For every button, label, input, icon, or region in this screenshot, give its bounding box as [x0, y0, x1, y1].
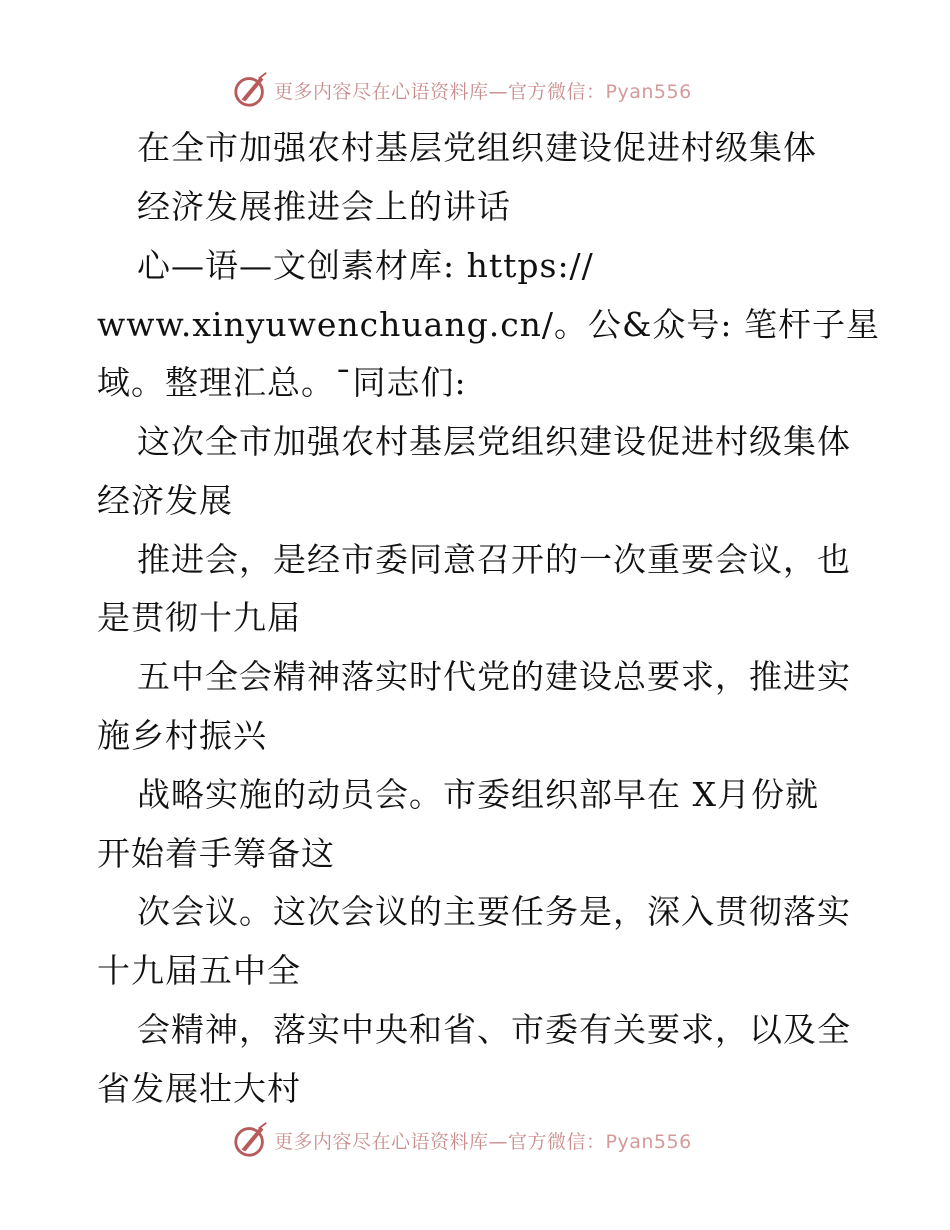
source-line-1: 心—语—文创素材库: https:// [137, 246, 594, 285]
banner-text: 更多内容尽在心语资料库—官方微信：Pyan556 [274, 80, 692, 103]
banner-text: 更多内容尽在心语资料库—官方微信：Pyan556 [274, 1130, 692, 1153]
body-line: 十九届五中全 [97, 951, 301, 990]
wechat-handle: Pyan556 [605, 1130, 692, 1153]
body-line: 会精神，落实中央和省、市委有关要求，以及全 [137, 1010, 851, 1049]
footer-banner [232, 1120, 692, 1160]
source-line-2: www.xinyuwenchuang.cn/。公&众号: 笔杆子星 [97, 305, 881, 344]
source-line-3: 域。整理汇总。¯同志们: [97, 363, 467, 402]
body-line: 次会议。这次会议的主要任务是，深入贯彻落实 [137, 892, 851, 931]
quill-seal-icon [232, 71, 270, 109]
body-line: 施乡村振兴 [97, 716, 267, 755]
body-line: 省发展壮大村 [97, 1069, 301, 1108]
header-banner [232, 70, 692, 110]
body-line: 五中全会精神落实时代党的建设总要求，推进实 [137, 657, 851, 696]
wechat-handle: Pyan556 [605, 80, 692, 103]
body-line: 这次全市加强农村基层党组织建设促进村级集体 [137, 422, 851, 461]
quill-seal-icon [232, 1121, 270, 1159]
body-line: 推进会，是经市委同意召开的一次重要会议，也 [137, 540, 851, 579]
title-line-1: 在全市加强农村基层党组织建设促进村级集体 [137, 128, 817, 167]
body-line: 经济发展 [97, 481, 233, 520]
body-line: 开始着手筹备这 [97, 834, 335, 873]
body-line: 是贯彻十九届 [97, 598, 301, 637]
title-line-2: 经济发展推进会上的讲话 [137, 187, 511, 226]
body-line: 战略实施的动员会。市委组织部早在 X月份就 [137, 775, 819, 814]
